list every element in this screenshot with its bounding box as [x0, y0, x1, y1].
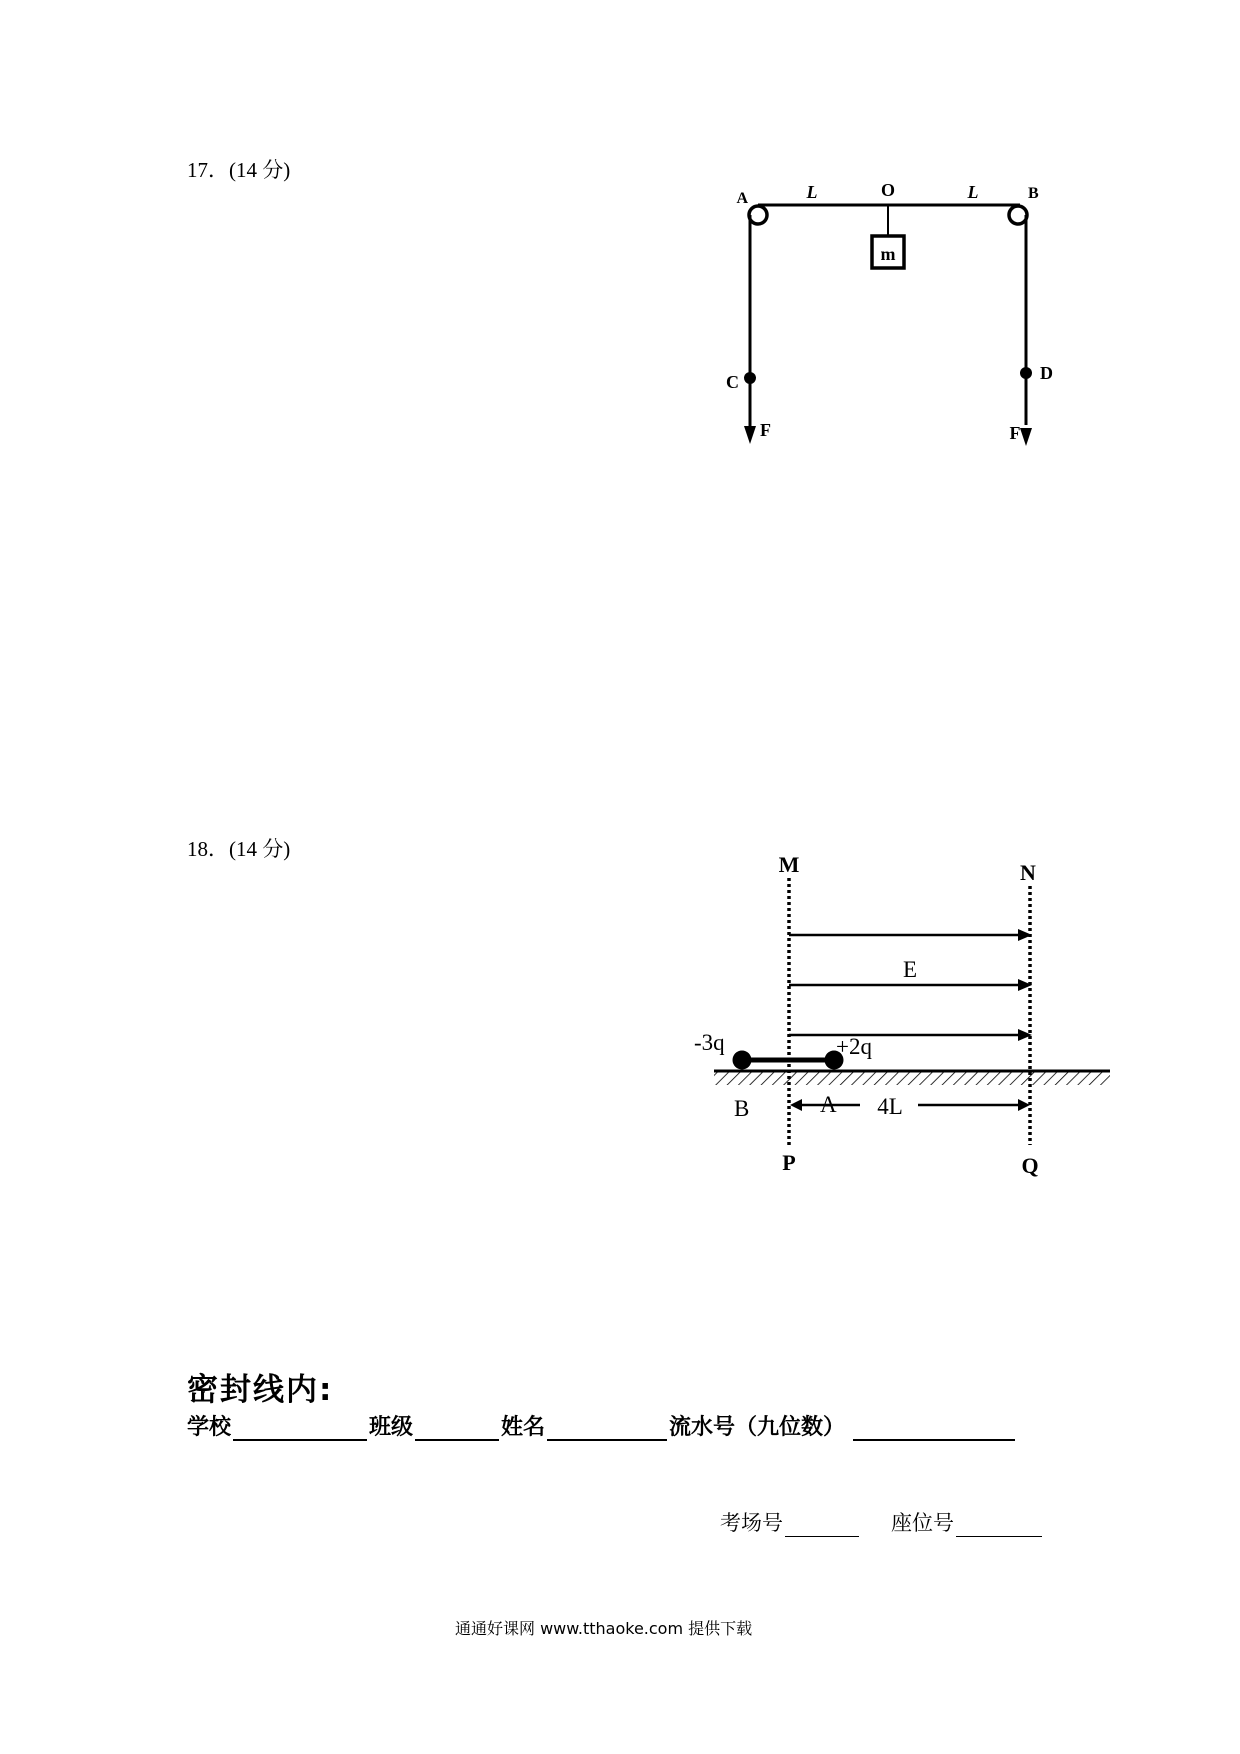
distance-arrow-left [790, 1099, 802, 1111]
label-charge-b: -3q [694, 1030, 725, 1055]
figure-18-electric-field-diagram [694, 840, 1120, 1180]
label-e: E [902, 957, 918, 982]
label-f-left: F [760, 420, 771, 440]
label-n: N [1020, 860, 1036, 885]
name-blank[interactable] [547, 1417, 667, 1441]
school-blank[interactable] [233, 1417, 367, 1441]
label-f-right: F [1009, 423, 1021, 443]
class-blank[interactable] [415, 1417, 499, 1441]
arrow-f-left [744, 426, 756, 444]
serial-blank[interactable] [853, 1417, 1015, 1441]
arrow-f-right [1020, 428, 1032, 446]
figure-17-pulley-diagram [720, 170, 1060, 460]
label-o: O [880, 180, 896, 200]
seat-blank[interactable] [956, 1514, 1042, 1537]
ground-hatching [714, 1071, 1110, 1085]
label-b: B [734, 1096, 750, 1121]
exam-info-row [720, 1507, 1044, 1537]
label-q: Q [1021, 1153, 1039, 1178]
label-l-left: L [806, 182, 818, 202]
seat-label: 座位号 [891, 1511, 954, 1535]
label-distance: 4L [877, 1094, 903, 1119]
serial-label: 流水号（九位数） [669, 1415, 846, 1440]
question-18-label: 18．(14 分) [187, 837, 291, 861]
footer-text: 通通好课网 www.tthaoke.com 提供下载 [455, 1619, 753, 1638]
room-label: 考场号 [720, 1511, 783, 1535]
label-l-right: L [967, 182, 979, 202]
ball-b [733, 1051, 752, 1070]
point-d [1020, 367, 1032, 379]
label-m: M [778, 852, 800, 877]
distance-arrow-right [1018, 1099, 1030, 1111]
pulley-a [749, 206, 767, 224]
mass-label: m [880, 244, 896, 264]
label-p: P [782, 1150, 796, 1175]
pulley-b [1009, 206, 1027, 224]
school-label: 学校 [187, 1415, 232, 1440]
label-charge-a: +2q [836, 1034, 872, 1059]
point-c [744, 372, 756, 384]
label-c: C [726, 372, 739, 392]
label-b: B [1028, 185, 1039, 202]
room-blank[interactable] [785, 1514, 859, 1537]
label-a: A [820, 1092, 837, 1117]
label-d: D [1040, 363, 1053, 383]
class-label: 班级 [369, 1415, 414, 1440]
name-label: 姓名 [501, 1415, 546, 1440]
seal-info-row [187, 1410, 1017, 1441]
label-a: A [736, 190, 748, 207]
seal-title: 密封线内: [187, 1372, 334, 1408]
question-17-label: 17．(14 分) [187, 158, 291, 182]
